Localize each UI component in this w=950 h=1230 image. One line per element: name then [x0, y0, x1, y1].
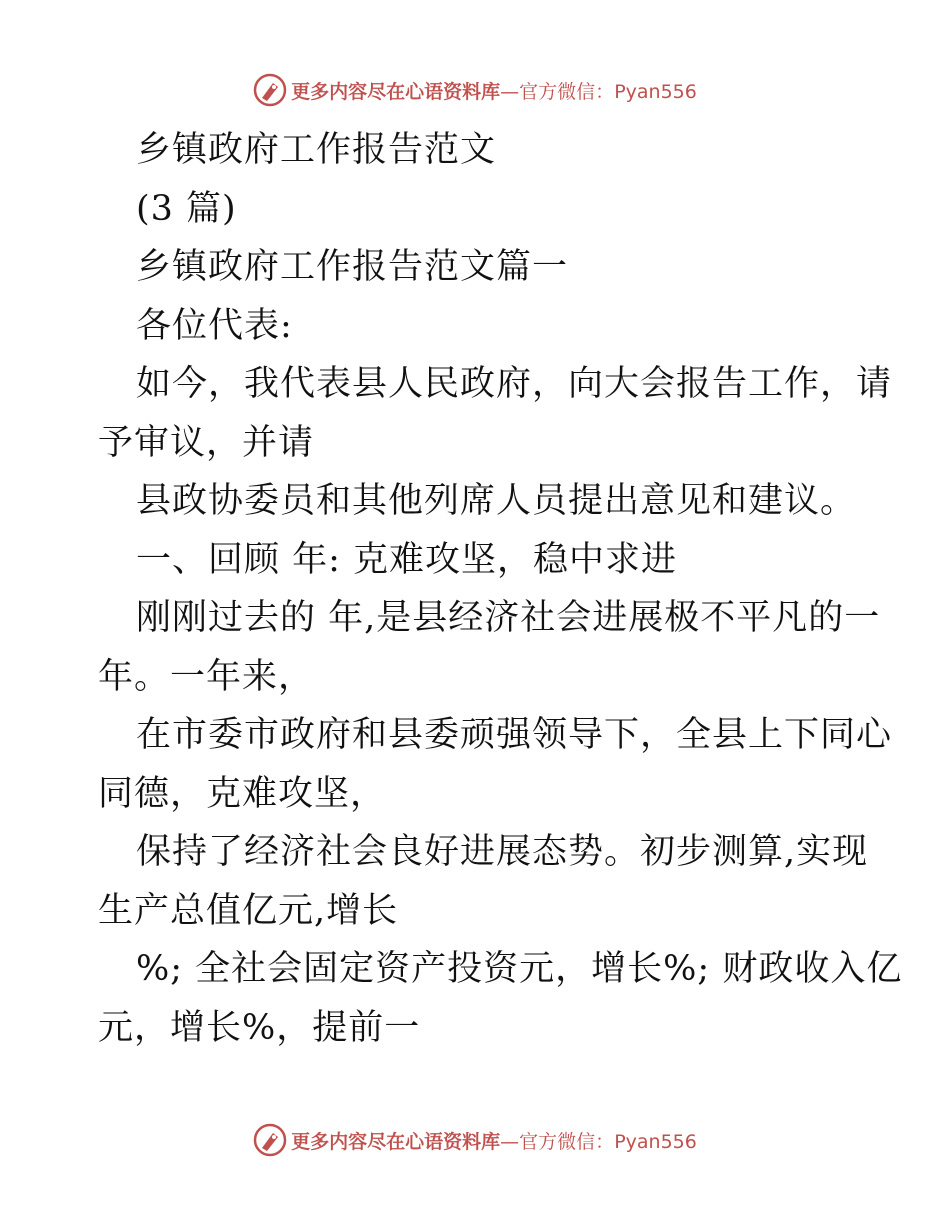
paragraph-line: 保持了经济社会良好进展态势。初步测算,实现 [136, 832, 869, 872]
pen-nib-logo-icon [253, 73, 287, 107]
pen-nib-logo-icon [253, 1123, 287, 1157]
header-watermark [0, 70, 950, 110]
watermark-text: 更多内容尽在心语资料库—官方微信：Pyan556 [291, 80, 697, 103]
document-subtitle: (3 篇) [136, 188, 237, 229]
paragraph-line: 元，增长%，提前一 [98, 1007, 421, 1048]
document-title: 乡镇政府工作报告范文 [136, 130, 497, 170]
paragraph-line: 县政协委员和其他列席人员提出意见和建议。 [136, 481, 857, 521]
salutation: 各位代表: [136, 305, 293, 346]
paragraph-line: 在市委市政府和县委顽强领导下，全县上下同心 [136, 715, 893, 755]
document-body [98, 121, 903, 1057]
paragraph-line: 生产总值亿元,增长 [98, 890, 399, 931]
paragraph-line: %; 全社会固定资产投资元，增长%; 财政收入亿 [136, 949, 903, 989]
section-heading: 乡镇政府工作报告范文篇一 [136, 247, 569, 287]
subsection-heading: 一、回顾 年: 克难攻坚，稳中求进 [136, 539, 678, 580]
paragraph-line: 年。一年来， [98, 656, 315, 697]
footer-watermark [0, 1120, 950, 1160]
paragraph-line: 如今，我代表县人民政府，向大会报告工作，请 [136, 364, 893, 404]
paragraph-line: 刚刚过去的 年,是县经济社会进展极不平凡的一 [136, 598, 881, 638]
paragraph-line: 同德，克难攻坚， [98, 773, 387, 814]
paragraph-line: 予审议，并请 [98, 422, 315, 463]
watermark-text: 更多内容尽在心语资料库—官方微信：Pyan556 [291, 1130, 697, 1153]
